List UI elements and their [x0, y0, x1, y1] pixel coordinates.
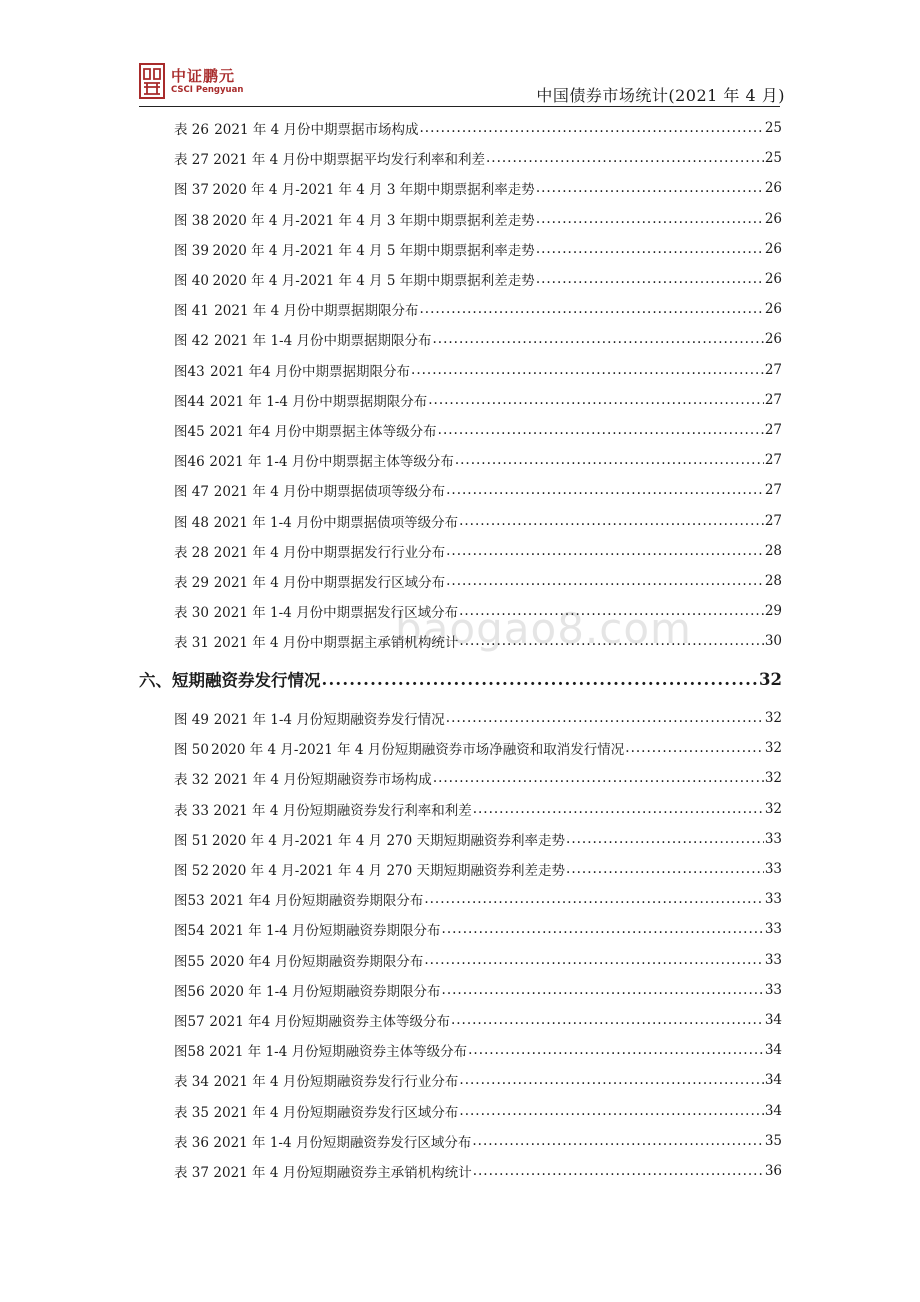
toc-entry[interactable] [174, 445, 782, 475]
entry-title: 2020 年 4 月-2021 年 4 月 5 年期中期票据利率走势 [212, 242, 535, 259]
entry-page-number: 26 [764, 331, 782, 348]
entry-label: 图 39 [174, 242, 209, 259]
toc-entry[interactable] [174, 536, 782, 566]
toc-entry[interactable] [174, 415, 782, 445]
entry-page-number: 25 [764, 120, 782, 136]
entry-label: 表 32 [174, 772, 209, 789]
entry-label: 图45 [174, 424, 205, 440]
entry-title: 2021 年 1-4 月份短期融资券发行区域分布 [213, 1134, 472, 1151]
leader-dots [420, 301, 764, 317]
entry-title: 2021 年4 月份中期票据主体等级分布 [209, 424, 437, 440]
leader-dots [536, 211, 764, 227]
entry-page-number: 33 [764, 951, 782, 968]
entry-title: 2021 年 4 月份短期融资券主承销机构统计 [213, 1165, 472, 1181]
leader-dots [473, 1163, 764, 1179]
toc-entry[interactable] [174, 204, 782, 234]
leader-dots [536, 271, 764, 287]
leader-dots [473, 801, 764, 817]
entry-label: 图 42 [174, 333, 209, 350]
leader-dots [451, 1012, 764, 1028]
entry-title: 2020 年 4 月-2021 年 4 月 3 年期中期票据利差走势 [212, 212, 535, 229]
entry-title: 2021 年4 月份短期融资券主体等级分布 [209, 1014, 450, 1030]
entry-title: 2021 年 4 月份中期票据发行区域分布 [213, 575, 446, 591]
entry-page-number: 27 [764, 452, 782, 469]
csci-seal-icon [139, 63, 165, 99]
entry-label: 表 35 [174, 1104, 209, 1121]
toc-entry[interactable] [174, 324, 782, 354]
leader-dots [459, 633, 763, 649]
entry-label: 图 52 [174, 863, 209, 879]
leader-dots [442, 982, 764, 998]
entry-title: 2021 年 4 月份中期票据期限分布 [214, 303, 419, 320]
entry-page-number: 34 [764, 1012, 782, 1028]
entry-label: 图56 [174, 983, 205, 1000]
leader-dots [446, 573, 764, 589]
leader-dots [433, 770, 764, 786]
entry-label: 表 29 [174, 575, 209, 591]
entry-page-number: 28 [764, 542, 782, 559]
company-logo [139, 63, 269, 103]
entry-page-number: 26 [764, 240, 782, 257]
toc-entry[interactable] [174, 264, 782, 294]
entry-label: 表 36 [174, 1134, 209, 1151]
entry-page-number: 32 [764, 710, 782, 726]
entry-page-number: 27 [764, 482, 782, 499]
leader-dots [566, 861, 764, 877]
entry-title: 2021 年 4 月份短期融资券发行行业分布 [213, 1074, 459, 1091]
entry-title: 2020 年 4 月-2021 年 4 月 270 天期短期融资券利率走势 [211, 832, 566, 849]
entry-page-number: 30 [764, 633, 782, 650]
entry-page-number: 25 [764, 150, 782, 167]
entry-title: 2020 年 1-4 月份短期融资券期限分布 [209, 983, 441, 1000]
entry-page-number: 32 [764, 770, 782, 787]
toc-entry[interactable] [174, 506, 782, 536]
entry-title: 2021 年 1-4 月份中期票据期限分布 [209, 393, 428, 410]
entry-label: 表 33 [174, 802, 209, 819]
logo-chinese-name: 中证鹏元 [171, 67, 236, 85]
leader-dots [468, 1042, 764, 1058]
entry-title: 2020 年 4 月-2021 年 4 月 270 天期短期融资券利差走势 [211, 863, 566, 879]
toc-entry[interactable] [174, 173, 782, 203]
entry-label: 图 38 [174, 212, 209, 229]
entry-title: 2020 年 4 月-2021 年 4 月份短期融资券市场净融资和取消发行情况 [211, 742, 625, 759]
toc-entry[interactable] [174, 763, 782, 793]
leader-dots [625, 740, 764, 756]
leader-dots [459, 1072, 763, 1088]
leader-dots [486, 150, 764, 166]
toc-entry[interactable] [174, 794, 782, 824]
entry-label: 图 50 [174, 742, 209, 759]
entry-title: 2021 年 4 月份中期票据发行行业分布 [213, 544, 446, 561]
entry-title: 2021 年 1-4 月份中期票据发行区域分布 [213, 605, 459, 622]
leader-dots [428, 392, 764, 408]
entry-title: 2021 年 4 月份短期融资券市场构成 [213, 772, 432, 789]
watermark: baogao8.com [395, 604, 692, 653]
leader-dots [446, 543, 764, 559]
entry-label: 图57 [174, 1014, 205, 1030]
toc-entry[interactable] [174, 1065, 782, 1095]
toc-entry[interactable] [174, 234, 782, 264]
section-title: 六、短期融资券发行情况 [139, 671, 321, 690]
entry-label: 表 27 [174, 152, 209, 169]
entry-title: 2021 年4 月份中期票据期限分布 [210, 363, 411, 380]
document-header-title: 中国债券市场统计(2021 年 4 月) [536, 86, 785, 105]
entry-label: 图 40 [174, 273, 209, 289]
entry-page-number: 34 [764, 1102, 782, 1119]
entry-label: 表 26 [174, 122, 209, 138]
entry-label: 图 48 [174, 514, 209, 531]
leader-dots [432, 331, 763, 347]
toc-section-heading[interactable] [139, 662, 782, 696]
entry-page-number: 27 [764, 512, 782, 529]
toc-entry[interactable] [174, 1096, 782, 1126]
leader-dots [424, 891, 763, 907]
entry-label: 图 37 [174, 182, 209, 199]
entry-title: 2020 年 4 月-2021 年 4 月 3 年期中期票据利率走势 [212, 182, 535, 199]
leader-dots [322, 670, 759, 689]
toc-entry[interactable] [174, 596, 782, 626]
entry-title: 2021 年4 月份短期融资券期限分布 [209, 893, 424, 910]
toc-entry[interactable] [174, 703, 782, 733]
toc-entry[interactable] [174, 566, 782, 596]
entry-label: 表 30 [174, 605, 209, 622]
entry-page-number: 33 [764, 830, 782, 847]
entry-page-number: 27 [764, 422, 782, 438]
toc-entry[interactable] [174, 854, 782, 884]
toc-entry[interactable] [174, 626, 782, 656]
entry-page-number: 32 [764, 800, 782, 817]
entry-page-number: 26 [764, 301, 782, 318]
toc-entry[interactable] [174, 914, 782, 944]
entry-page-number: 26 [764, 271, 782, 287]
toc-entry[interactable] [174, 143, 782, 173]
entry-page-number: 29 [764, 603, 782, 620]
leader-dots [566, 831, 764, 847]
leader-dots [459, 1103, 763, 1119]
entry-title: 2021 年 1-4 月份短期融资券发行情况 [213, 712, 445, 728]
entry-title: 2021 年 4 月份中期票据市场构成 [214, 122, 419, 138]
entry-label: 表 34 [174, 1074, 209, 1091]
entry-page-number: 35 [764, 1132, 782, 1149]
entry-label: 图44 [174, 393, 205, 410]
entry-page-number: 26 [764, 180, 782, 197]
entry-page-number: 34 [764, 1072, 782, 1089]
toc-entry[interactable] [174, 385, 782, 415]
entry-label: 图 47 [174, 484, 209, 501]
leader-dots [442, 921, 764, 937]
logo-english-name: CSCI Pengyuan [171, 85, 244, 95]
toc-entry[interactable] [174, 355, 782, 385]
toc-entry[interactable] [174, 1156, 782, 1186]
entry-page-number: 33 [764, 981, 782, 998]
entry-label: 表 28 [174, 544, 209, 561]
toc-entry[interactable] [174, 824, 782, 854]
header-divider [139, 106, 780, 107]
entry-title: 2021 年 4 月份中期票据平均发行利率和利差 [213, 152, 486, 169]
leader-dots [446, 710, 764, 726]
entry-page-number: 26 [764, 210, 782, 227]
toc-entry[interactable] [174, 1005, 782, 1035]
leader-dots [459, 513, 764, 529]
entry-title: 2020 年4 月份短期融资券期限分布 [209, 953, 424, 970]
leader-dots [446, 482, 764, 498]
entry-title: 2021 年 4 月份短期融资券发行利率和利差 [213, 802, 472, 819]
entry-page-number: 27 [764, 391, 782, 408]
entry-title: 2021 年 1-4 月份中期票据债项等级分布 [213, 514, 459, 531]
entry-label: 图46 [174, 454, 205, 471]
leader-dots [420, 120, 764, 136]
entry-page-number: 28 [764, 573, 782, 589]
entry-page-number: 33 [764, 891, 782, 908]
entry-label: 图54 [174, 923, 205, 940]
entry-label: 图 49 [174, 712, 209, 728]
toc-entry[interactable] [174, 1035, 782, 1065]
entry-label: 图 51 [174, 832, 209, 849]
entry-page-number: 33 [764, 861, 782, 877]
leader-dots [536, 241, 764, 257]
toc-entry[interactable] [174, 294, 782, 324]
entry-title: 2021 年 4 月份中期票据债项等级分布 [213, 484, 446, 501]
entry-label: 图53 [174, 893, 205, 910]
entry-label: 表 31 [174, 635, 209, 652]
toc-entry[interactable] [174, 733, 782, 763]
leader-dots [459, 603, 764, 619]
entry-page-number: 36 [764, 1163, 782, 1179]
toc-entry[interactable] [174, 475, 782, 505]
entry-page-number: 34 [764, 1042, 782, 1059]
leader-dots [424, 952, 763, 968]
entry-label: 表 37 [174, 1165, 209, 1181]
entry-label: 图58 [174, 1044, 205, 1061]
toc-entry[interactable] [174, 975, 782, 1005]
toc-entry[interactable] [174, 113, 782, 143]
toc-entry[interactable] [174, 945, 782, 975]
leader-dots [455, 452, 764, 468]
leader-dots [438, 422, 764, 438]
entry-title: 2020 年 4 月-2021 年 4 月 5 年期中期票据利差走势 [212, 273, 535, 289]
entry-page-number: 32 [764, 740, 782, 757]
entry-title: 2021 年 1-4 月份短期融资券期限分布 [209, 923, 441, 940]
entry-title: 2021 年 1-4 月份短期融资券主体等级分布 [209, 1044, 468, 1061]
entry-title: 2021 年 4 月份中期票据主承销机构统计 [213, 635, 459, 652]
entry-page-number: 27 [764, 361, 782, 378]
toc-entry[interactable] [174, 884, 782, 914]
leader-dots [536, 180, 764, 196]
leader-dots [411, 362, 764, 378]
entry-page-number: 33 [764, 921, 782, 938]
toc-entry[interactable] [174, 1126, 782, 1156]
section-page-number: 32 [759, 669, 782, 689]
entry-title: 2021 年 1-4 月份中期票据期限分布 [214, 333, 432, 350]
entry-title: 2021 年 1-4 月份中期票据主体等级分布 [209, 454, 454, 471]
entry-label: 图55 [174, 953, 205, 970]
entry-label: 图43 [174, 363, 205, 380]
leader-dots [472, 1133, 763, 1149]
entry-title: 2021 年 4 月份短期融资券发行区域分布 [213, 1104, 459, 1121]
entry-label: 图 41 [174, 303, 209, 320]
